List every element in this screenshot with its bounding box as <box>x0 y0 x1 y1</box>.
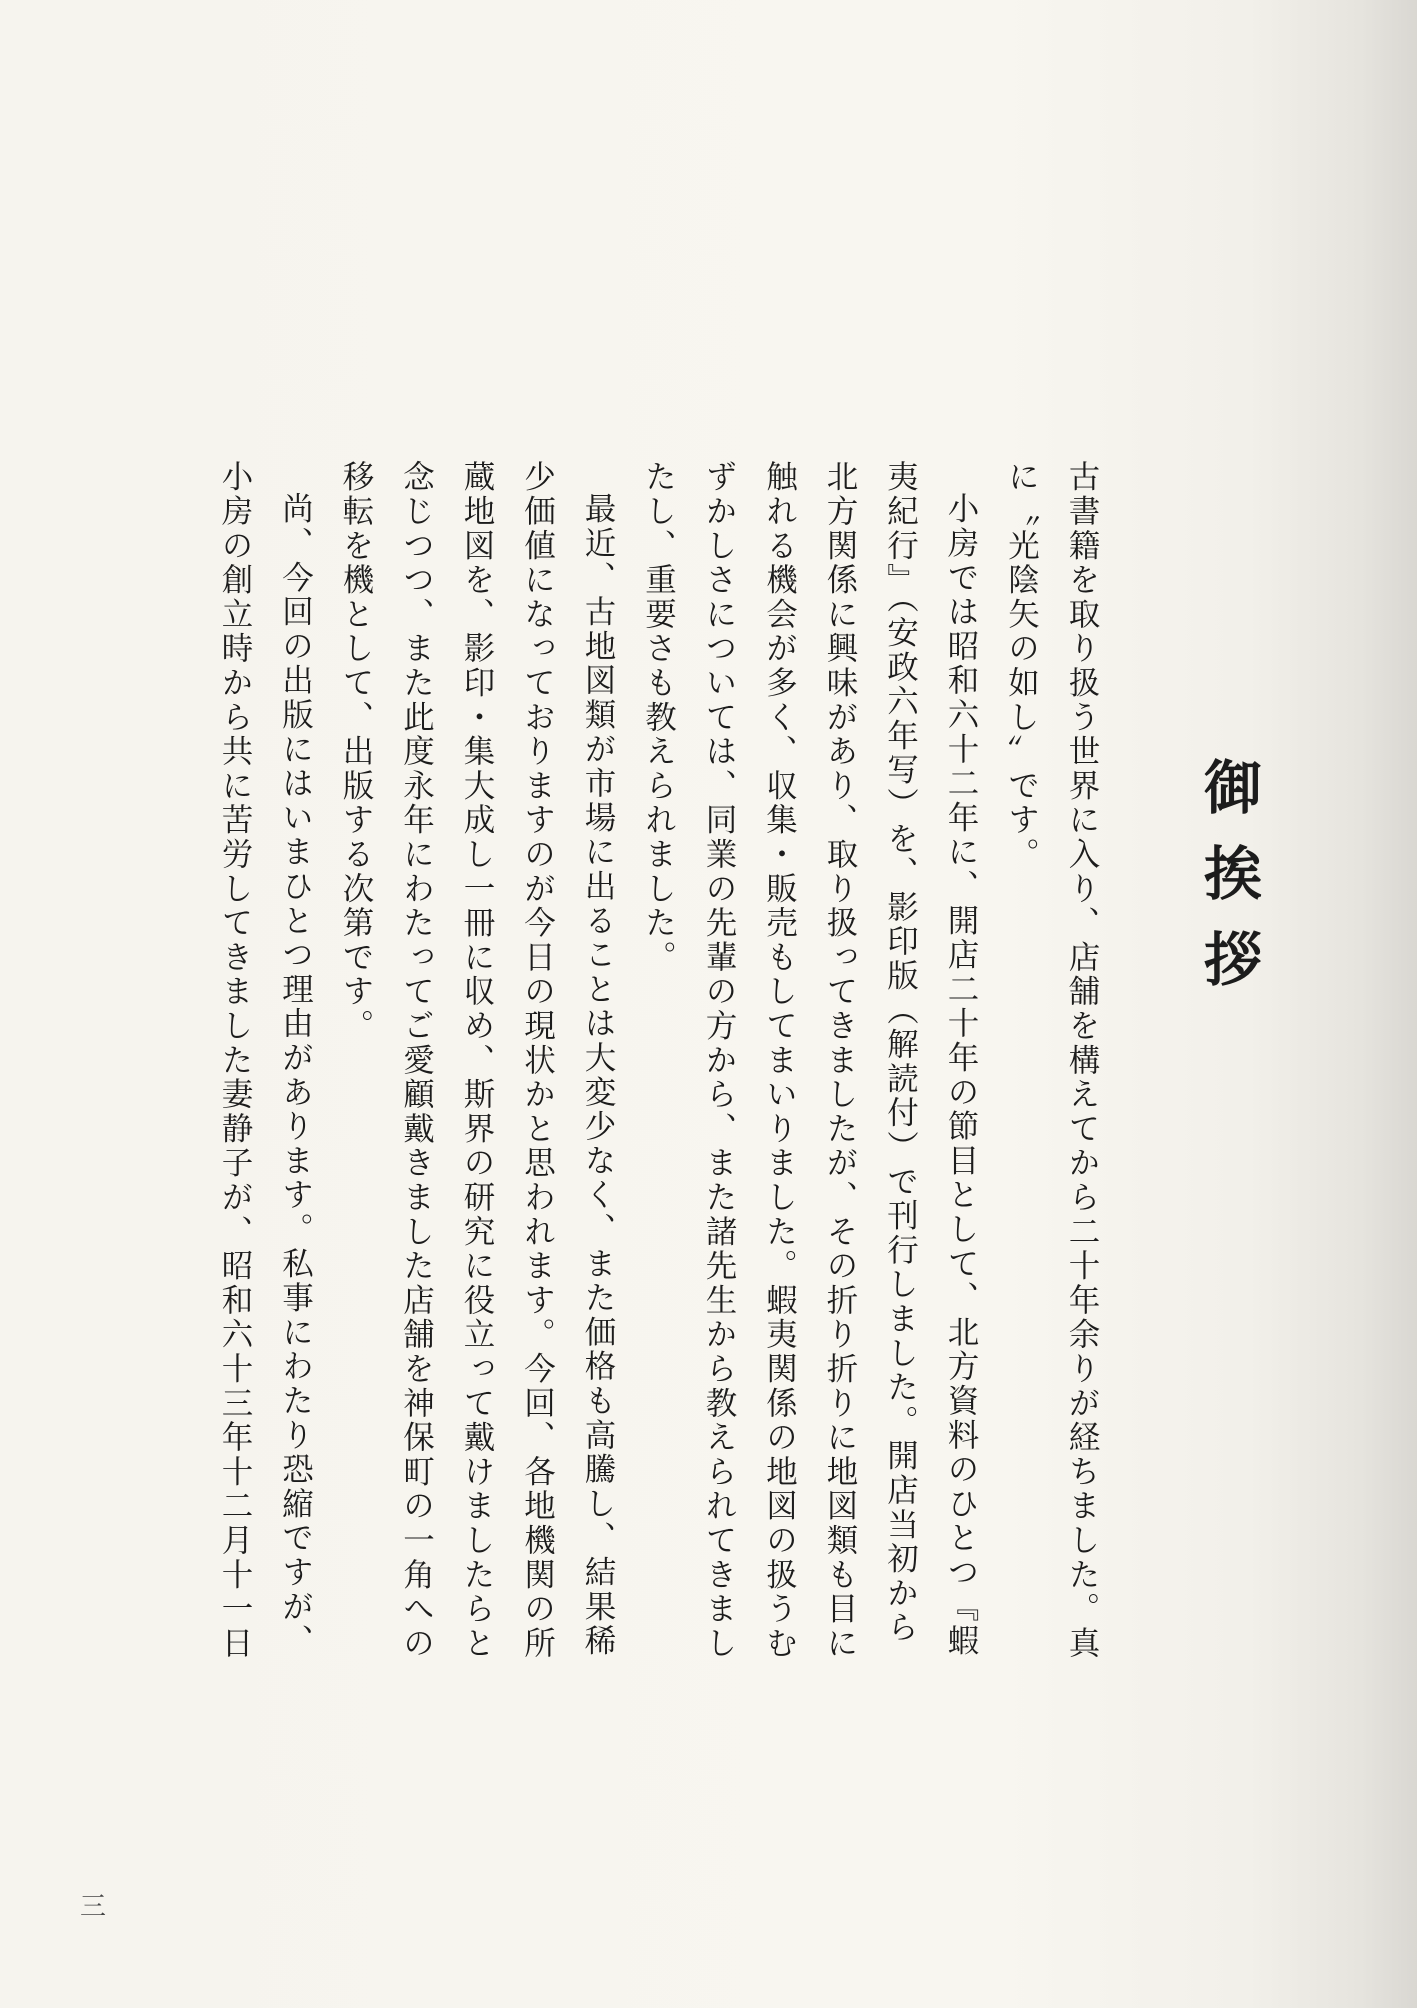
paragraph-3: 最近、古地図類が市場に出ることは大変少なく、また価格も高騰し、結果稀少価値になっておりますのが今日の現状かと思われます。今回、各地機関の所蔵地図を、影印・集大成し一冊に収め、斯界の研究に役立って戴けましたらと念じつつ、また此度永年にわたってご愛顧戴きました店舗を神保町の一角への移転を機として、出版する次第です。 <box>338 460 616 1661</box>
paragraph-1: 古書籍を取り扱う世界に入り、店舗を構えてから二十年余りが経ちました。真に〝光陰矢の如し〟です。 <box>1003 460 1100 1661</box>
page-title: 御挨拶 <box>1194 757 1262 1015</box>
paragraph-4: 尚、今回の出版にはいまひとつ理由があります。私事にわたり恐縮ですが、小房の創立時から共に苦労してきました妻静子が、昭和六十三年十二月十一日 <box>217 460 314 1661</box>
body-text <box>197 460 1112 1675</box>
page-number: 三 <box>80 1892 107 1922</box>
paragraph-2: 小房では昭和六十二年に、開店二十年の節目として、北方資料のひとつ『蝦夷紀行』（安政六年写）を、影印版（解読付）で刊行しました。開店当初から北方関係に興味があり、取り扱ってきましたが、その折り折りに地図類も目に触れる機会が多く、収集・販売もしてまいりました。蝦夷関係の地図の扱うむずかしさについては、同業の先輩の方から、また諸先生から教えられてきましたし、重要さも教えられました。 <box>640 460 979 1661</box>
